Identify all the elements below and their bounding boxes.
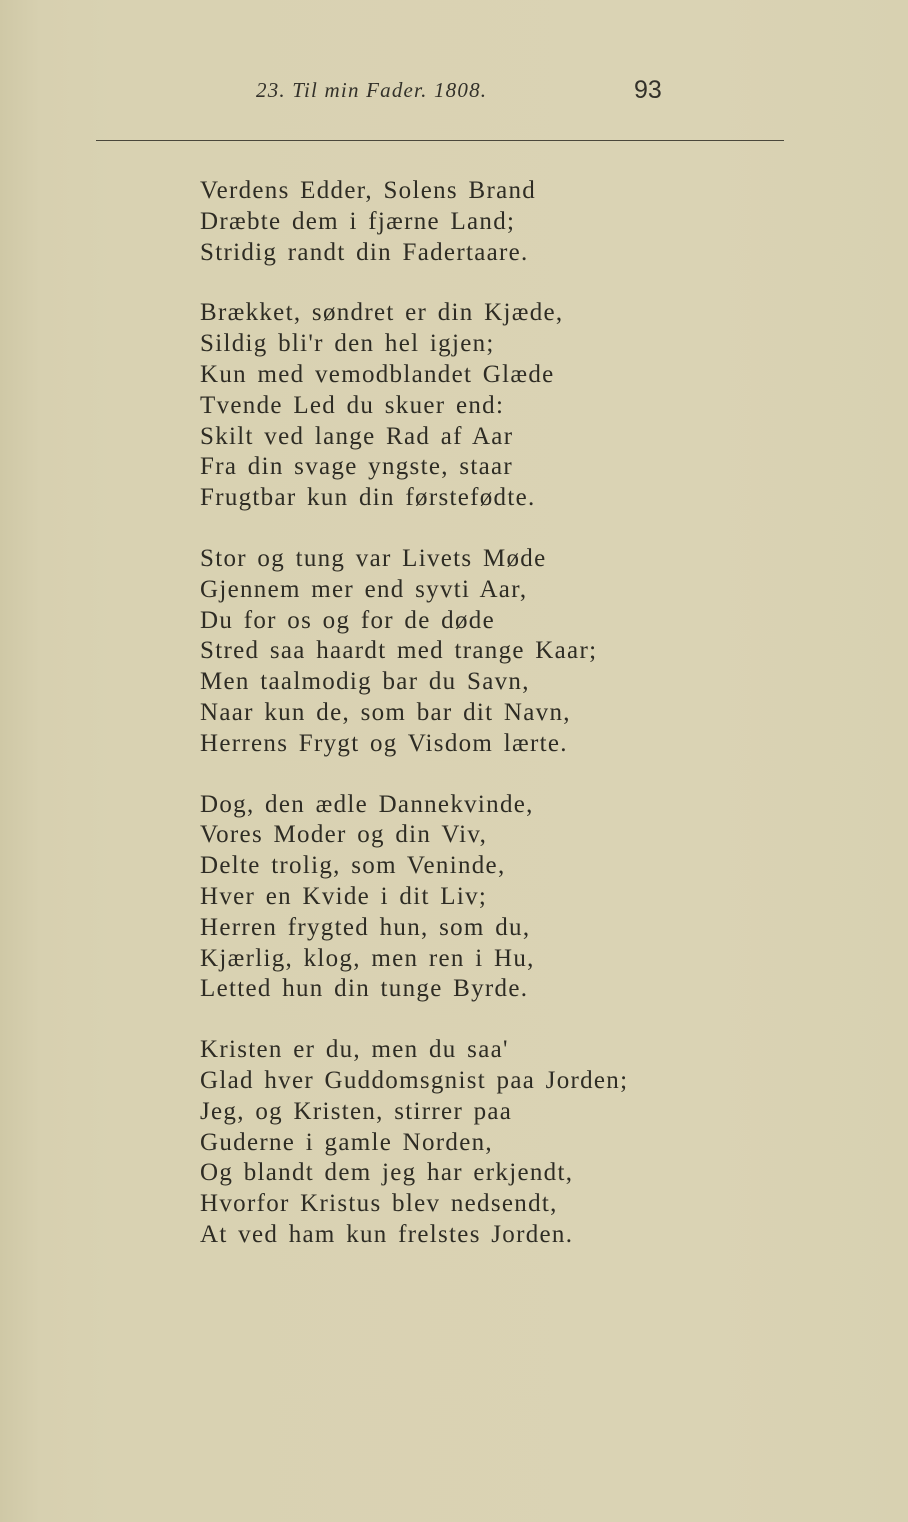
verse-line: Kun med vemodblandet Glæde: [200, 360, 555, 388]
verse-line: Naar kun de, som bar dit Navn,: [200, 698, 571, 726]
verse-line: Hver en Kvide i dit Liv;: [200, 882, 488, 910]
header-rule: [96, 140, 784, 141]
poem-body: [200, 176, 628, 1281]
verse-line: Men taalmodig bar du Savn,: [200, 668, 530, 696]
verse-line: Stor og tung var Livets Møde: [200, 544, 547, 572]
verse-line: Sildig bli'r den hel igjen;: [200, 330, 495, 358]
verse-line: Kjærlig, klog, men ren i Hu,: [200, 944, 535, 972]
stanza-5: [200, 1035, 628, 1251]
stanza-1: [200, 176, 628, 268]
verse-line: Skilt ved lange Rad af Aar: [200, 422, 514, 450]
verse-line: Glad hver Guddomsgnist paa Jorden;: [200, 1066, 629, 1094]
verse-line: At ved ham kun frelstes Jorden.: [200, 1220, 574, 1248]
stanza-4: [200, 790, 628, 1006]
verse-line: Brækket, søndret er din Kjæde,: [200, 299, 564, 327]
running-head: [256, 76, 662, 110]
verse-line: Hvorfor Kristus blev nedsendt,: [200, 1190, 558, 1218]
verse-line: Herrens Frygt og Visdom lærte.: [200, 729, 568, 757]
verse-line: Kristen er du, men du saa': [200, 1036, 509, 1064]
verse-line: Frugtbar kun din førstefødte.: [200, 484, 536, 512]
stanza-3: [200, 544, 628, 760]
verse-line: Verdens Edder, Solens Brand: [200, 177, 537, 204]
verse-line: Herren frygted hun, som du,: [200, 913, 531, 941]
verse-line: Og blandt dem jeg har erkjendt,: [200, 1159, 574, 1187]
verse-line: Jeg, og Kristen, stirrer paa: [200, 1097, 513, 1125]
verse-line: Du for os og for de døde: [200, 606, 495, 634]
verse-line: Letted hun din tunge Byrde.: [200, 975, 529, 1003]
verse-line: Delte trolig, som Veninde,: [200, 852, 506, 880]
verse-line: Dog, den ædle Dannekvinde,: [200, 790, 534, 818]
stanza-2: [200, 298, 628, 514]
verse-line: Stridig randt din Fadertaare.: [200, 238, 529, 266]
verse-line: Dræbte dem i fjærne Land;: [200, 207, 516, 235]
verse-line: Gjennem mer end syvti Aar,: [200, 575, 528, 603]
page-number: 93: [634, 76, 662, 104]
verse-line: Stred saa haardt med trange Kaar;: [200, 637, 598, 665]
verse-line: Guderne i gamle Norden,: [200, 1128, 493, 1156]
verse-line: Tvende Led du skuer end:: [200, 391, 505, 419]
verse-line: Vores Moder og din Viv,: [200, 821, 488, 849]
running-title: 23. Til min Fader. 1808.: [256, 78, 488, 102]
verse-line: Fra din svage yngste, staar: [200, 453, 514, 481]
